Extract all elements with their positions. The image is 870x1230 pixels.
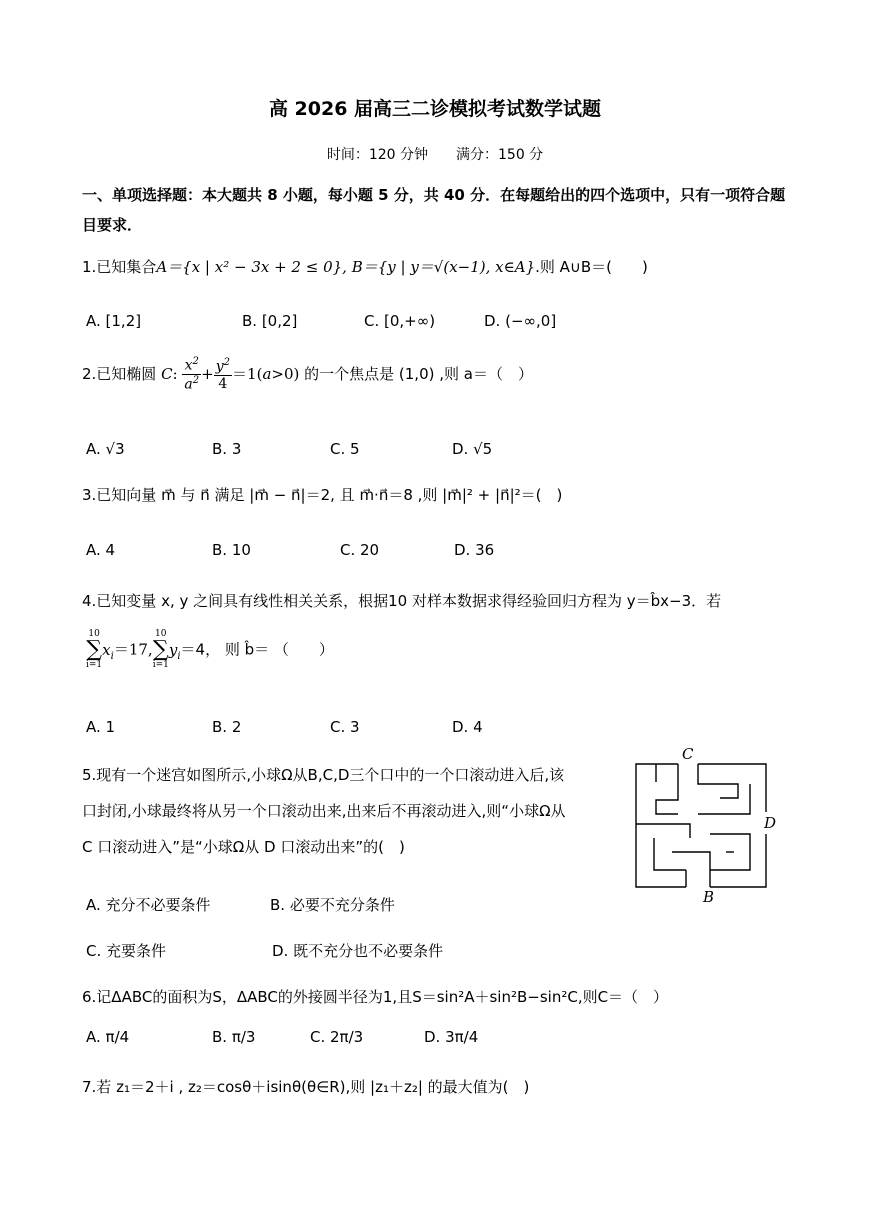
question-7: 7.若 z₁＝2＋i , z₂＝cosθ＋isinθ(θ∈R),则 |z₁＋z₂| 的最大值为( ) bbox=[82, 1078, 530, 1096]
page-title: 高 2026 届高三二诊模拟考试数学试题 bbox=[268, 98, 602, 120]
q3-option-a: A. 4 bbox=[86, 541, 116, 559]
maze-label-b: B bbox=[703, 888, 715, 906]
q1-option-b: B. [0,2] bbox=[242, 312, 298, 330]
q6-option-d: D. 3π/4 bbox=[424, 1028, 479, 1046]
q2-option-b: B. 3 bbox=[212, 440, 242, 458]
q6-option-b: B. π/3 bbox=[212, 1028, 256, 1046]
q4-option-c: C. 3 bbox=[330, 718, 360, 736]
q1-option-d: D. (−∞,0] bbox=[484, 312, 557, 330]
q2-fraction-y: $\frac{y^2}{4}$ bbox=[215, 356, 231, 392]
q1-option-c: C. [0,+∞) bbox=[364, 312, 436, 330]
q2-option-a: A. √3 bbox=[86, 440, 125, 458]
maze-figure bbox=[630, 742, 780, 907]
section-heading: 一、单项选择题：本大题共 8 小题，每小题 5 分，共 40 分．在每题给出的四个选项中，只有一项符合题目要求． bbox=[82, 186, 786, 234]
q5-option-b: B. 必要不充分条件 bbox=[270, 896, 395, 914]
q4-option-b: B. 2 bbox=[212, 718, 242, 736]
question-4-line-1: 4.已知变量 x, y 之间具有线性相关关系，根据10 对样本数据求得经验回归方程为 y＝b̂x−3．若 bbox=[82, 592, 722, 610]
q5-option-c: C. 充要条件 bbox=[86, 942, 167, 960]
q2-option-c: C. 5 bbox=[330, 440, 360, 458]
sum-x-symbol: 10 ∑ i=1 bbox=[86, 629, 103, 670]
exam-meta: 时间：120 分钟 满分：150 分 bbox=[326, 147, 544, 163]
q6-option-a: A. π/4 bbox=[86, 1028, 130, 1046]
question-6: 6.记ΔABC的面积为S，ΔABC的外接圆半径为1,且S＝sin²A＋sin²B−sin²C,则C＝（ ） bbox=[82, 988, 669, 1006]
question-1: 1.已知集合A＝{x | x² − 3x + 2 ≤ 0}, B＝{y | y＝√(x−1), x∈A}.则 A∪B＝( ) bbox=[82, 258, 648, 276]
q3-option-b: B. 10 bbox=[212, 541, 251, 559]
q5-option-a: A. 充分不必要条件 bbox=[86, 896, 211, 914]
q1-math: A＝{x | x² − 3x + 2 ≤ 0}, B＝{y | y＝√(x−1), x∈A} bbox=[156, 258, 536, 276]
q6-option-c: C. 2π/3 bbox=[310, 1028, 364, 1046]
q3-option-d: D. 36 bbox=[454, 541, 495, 559]
question-3: 3.已知向量 m⃗ 与 n⃗ 满足 |m⃗ − n⃗|＝2, 且 m⃗·n⃗＝8 ,则 |m⃗|² + |n⃗|²＝( ) bbox=[82, 486, 563, 504]
q3-option-c: C. 20 bbox=[340, 541, 380, 559]
q2-option-d: D. √5 bbox=[452, 440, 493, 458]
question-5-line-2: 口封闭,小球最终将从另一个口滚动出来,出来后不再滚动进入,则“小球Ω从 bbox=[82, 802, 566, 820]
question-5-line-3: C 口滚动进入”是“小球Ω从 D 口滚动出来”的( ) bbox=[82, 838, 405, 856]
q1-option-a: A. [1,2] bbox=[86, 312, 142, 330]
q2-fraction-x: $\frac{x^2}{a^2}$ bbox=[184, 356, 200, 393]
question-5-line-1: 5.现有一个迷宫如图所示,小球Ω从B,C,D三个口中的一个口滚动进入后,该 bbox=[82, 766, 565, 784]
sum-y-symbol: 10 ∑ i=1 bbox=[152, 629, 169, 670]
question-4-line-2: 10 ∑ i=1 $x_i=17$, 10 ∑ i=1 $y_i=4$， 则 b̂＝ （ ） bbox=[86, 629, 334, 670]
maze-label-d: D bbox=[764, 814, 777, 832]
q4-option-a: A. 1 bbox=[86, 718, 116, 736]
question-2: 2.已知椭圆 C: $\frac{x^2}{a^2}$ + $\frac{y^2}{4}$ ＝1(a>0) 的一个焦点是 (1,0) ,则 a＝（ ） bbox=[82, 356, 533, 393]
q4-option-d: D. 4 bbox=[452, 718, 483, 736]
q5-option-d: D. 既不充分也不必要条件 bbox=[272, 942, 444, 960]
maze-label-c: C bbox=[682, 745, 694, 763]
